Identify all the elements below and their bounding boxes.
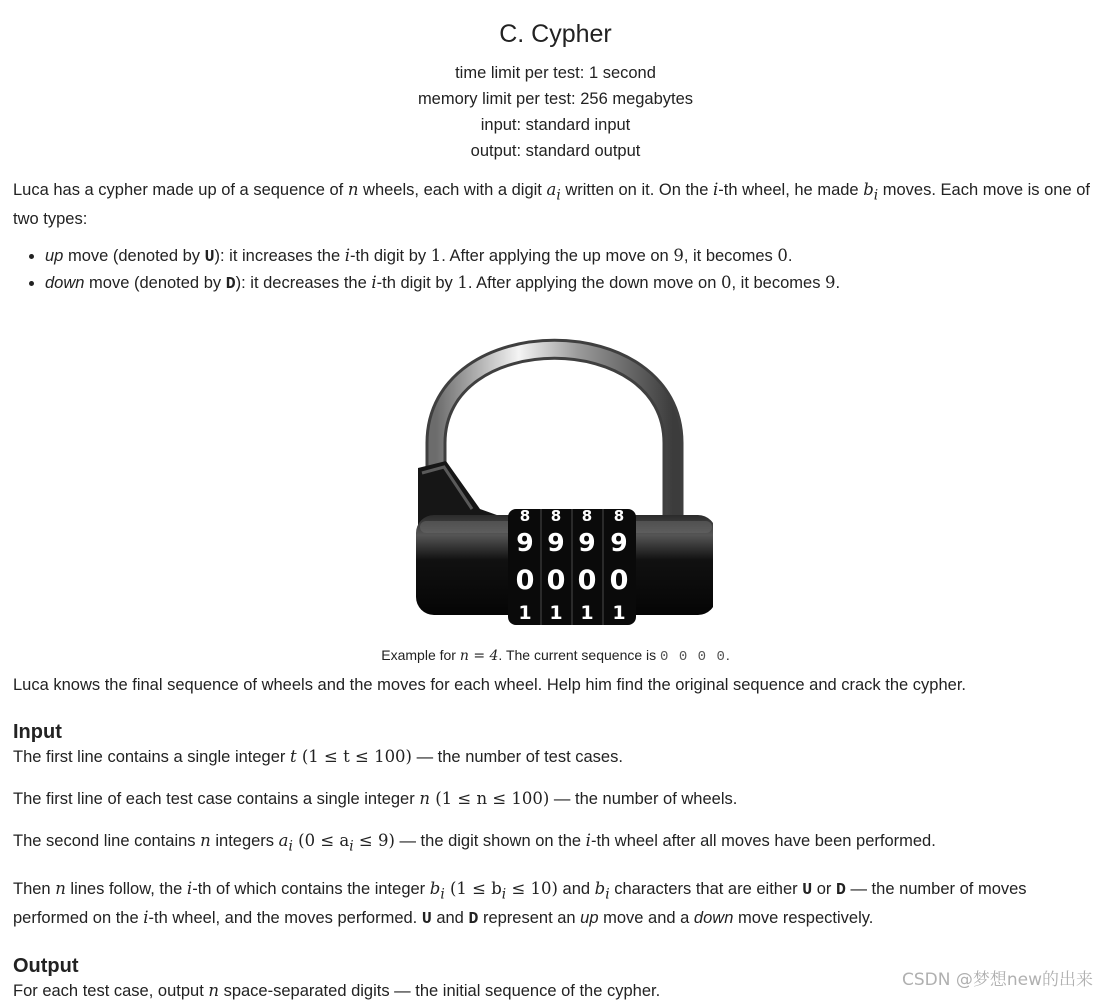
- wheel-digit: 1: [518, 602, 532, 625]
- wheel-digit: 1: [580, 602, 594, 625]
- wheel-digit: 8: [519, 507, 531, 526]
- padlock-image: [368, 323, 713, 643]
- problem-statement: [13, 0, 1098, 1003]
- wheel-digit: 1: [549, 602, 563, 625]
- wheel-digit: 9: [516, 528, 534, 558]
- problem-title: C. Cypher: [499, 20, 612, 48]
- list-item: • down move (denoted by D): it decreases the i-th digit by 1. After applying the down move on 0, it becomes 9.: [45, 270, 1098, 297]
- wheel-digit: 0: [577, 565, 597, 597]
- statement-paragraph-2: Luca knows the final sequence of wheels and the moves for each wheel. Help him find the original sequence and crack the cypher.: [13, 676, 966, 695]
- wheel-digit: 0: [515, 565, 535, 597]
- figure-caption: Example for n = 4. The current sequence is 0 0 0 0.: [381, 647, 730, 666]
- wheel-digit: 9: [578, 528, 596, 558]
- input-line-3: The second line contains n integers $a_i$ $(0 \le a_i \le 9)$ — the digit shown on the i-th wheel after all moves have been performed.: [13, 831, 936, 855]
- wheel-digit: 9: [547, 528, 565, 558]
- wheel-digit: 0: [609, 565, 629, 597]
- input-line-4: Then n lines follow, the i-th of which contains the integer $b_i$ $(1 \le b_i \le 10)$ and $b_i$ characters that are either U or D — the number of moves performed on the i-th wheel, and the moves performed. U and D represent an up move and a down move respectively.: [13, 878, 1027, 928]
- input-line-2: The first line of each test case contains a single integer n (1 ≤ n ≤ 100) — the number of wheels.: [13, 789, 738, 809]
- wheel-digit: 8: [550, 507, 562, 526]
- watermark: CSDN @梦想new的出来: [901, 970, 1093, 990]
- output-line-1: For each test case, output n space-separated digits — the initial sequence of the cypher.: [13, 980, 661, 1000]
- statement-paragraph-1: Luca has a cypher made up of a sequence of n wheels, each with a digit $a_i$ written on it. On the i-th wheel, he made $b_i$ moves. Each move is one of two types:: [13, 180, 1091, 229]
- output-heading: Output: [13, 954, 79, 977]
- padlock-illustration: [368, 323, 713, 643]
- problem-limits: [13, 60, 1098, 164]
- wheel-digit: 8: [581, 507, 593, 526]
- wheel-digit: 8: [613, 507, 625, 526]
- input-spec: input: standard input: [480, 116, 631, 134]
- memory-limit: memory limit per test: 256 megabytes: [417, 90, 694, 108]
- wheel-digit: 9: [610, 528, 628, 558]
- list-item: • up move (denoted by U): it increases the i-th digit by 1. After applying the up move on 9, it becomes 0.: [45, 243, 1098, 270]
- wheel-digit: 0: [546, 565, 566, 597]
- time-limit: time limit per test: 1 second: [455, 64, 656, 82]
- input-line-1: The first line contains a single integer t (1 ≤ t ≤ 100) — the number of test cases.: [13, 747, 623, 767]
- wheel-digit: 1: [612, 602, 626, 625]
- input-heading: Input: [13, 721, 62, 744]
- move-types-list: [13, 243, 1098, 297]
- output-spec: output: standard output: [470, 142, 641, 160]
